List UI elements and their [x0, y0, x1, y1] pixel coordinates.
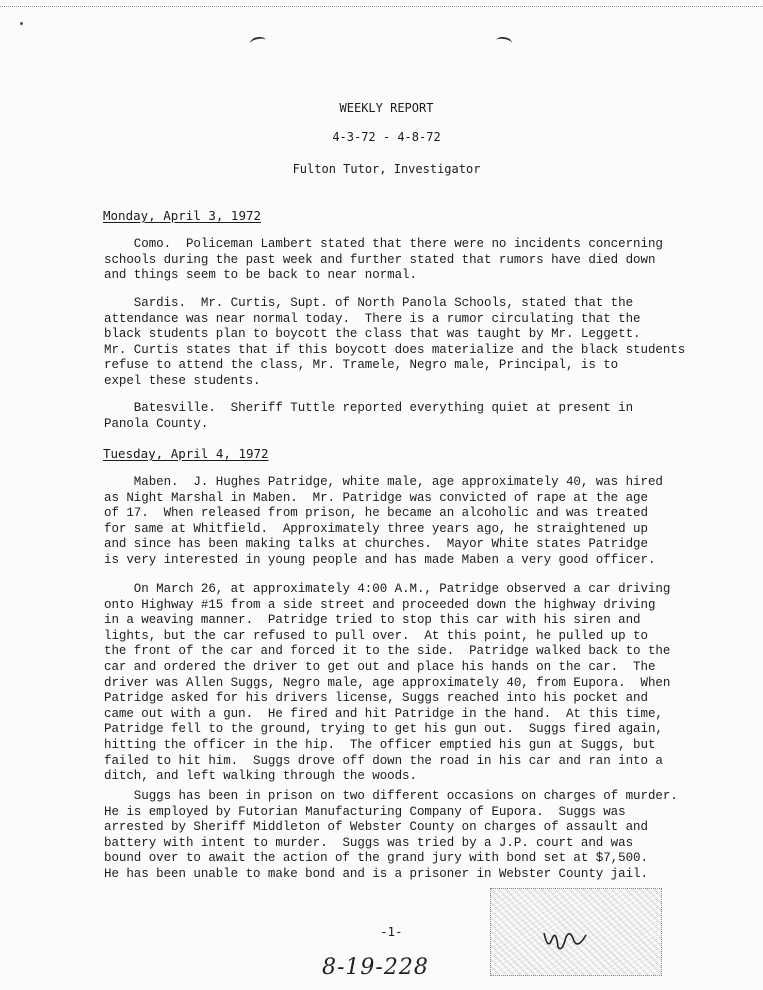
scan-mark-left	[249, 35, 267, 48]
initials-signature	[540, 925, 590, 955]
scan-mark-right	[495, 36, 512, 49]
paragraph-march-26-incident: On March 26, at approximately 4:00 A.M., Patridge observed a car driving onto Highway #15 from a side street and proceeded down the highway driving in a weaving manner. Patridge tried to stop this car with his siren and lights, but the car refused to pull over. At this point, he pulled up to the front of the car and forced it to the side. Patridge walked back to the car and ordered the driver to get out and place his hands on the car. The driver was Allen Suggs, Negro male, age approximately 40, from Eupora. When Patridge asked for his drivers license, Suggs reached into his pocket and came out with a gun. He fired and hit Patridge in the hand. At this time, Patridge fell to the ground, trying to get his gun out. Suggs fired again, hitting the officer in the hip. The officer emptied his gun at Suggs, but failed to hit him. Suggs drove off down the road in his car and ran into a ditch, and left walking through the woods.	[104, 582, 671, 784]
section-heading-tuesday: Tuesday, April 4, 1972	[103, 446, 269, 461]
report-author: Fulton Tutor, Investigator	[292, 162, 481, 176]
paragraph-suggs-record: Suggs has been in prison on two different occasions on charges of murder. He is employed by Futorian Manufacturing Company of Eupora. Suggs was arrested by Sheriff Middleton of Webster County on charges of assault and battery with intent to murder. Suggs was tried by a J.P. court and was bound over to await the action of the grand jury with bond set at $7,500. He has been unable to make bond and is a prisoner in Webster County jail.	[104, 789, 678, 881]
page-number: -1-	[380, 924, 403, 939]
report-title: WEEKLY REPORT	[339, 101, 434, 115]
paragraph-batesville: Batesville. Sheriff Tuttle reported everything quiet at present in Panola County.	[104, 401, 634, 431]
paragraph-maben: Maben. J. Hughes Patridge, white male, age approximately 40, was hired as Night Marshal in Maben. Mr. Patridge was convicted of rape at the age of 17. When released from prison, he became an alcoholic and was treated for same at Whitfield. Approximately three years ago, he straightened up and since has been making talks at churches. Mayor White states Patridge is very interested in young people and has made Maben a very good officer.	[104, 475, 663, 567]
paragraph-como: Como. Policeman Lambert stated that there were no incidents concerning schools during the past week and further stated that rumors have died down and things seem to be back to near normal.	[104, 237, 663, 283]
paragraph-sardis: Sardis. Mr. Curtis, Supt. of North Panola Schools, stated that the attendance was near normal today. There is a rumor circulating that the black students plan to boycott the class that was taught by Mr. Leggett. Mr. Curtis states that if this boycott does materialize and the black students refuse to attend the class, Mr. Tramele, Negro male, Principal, is to expel these students.	[104, 296, 686, 388]
scan-dot-mark	[20, 22, 23, 25]
handwritten-file-number: 8-19-228	[322, 955, 429, 980]
report-date-range: 4-3-72 - 4-8-72	[332, 130, 441, 144]
section-heading-monday: Monday, April 3, 1972	[103, 208, 262, 223]
scan-top-edge	[0, 6, 763, 7]
